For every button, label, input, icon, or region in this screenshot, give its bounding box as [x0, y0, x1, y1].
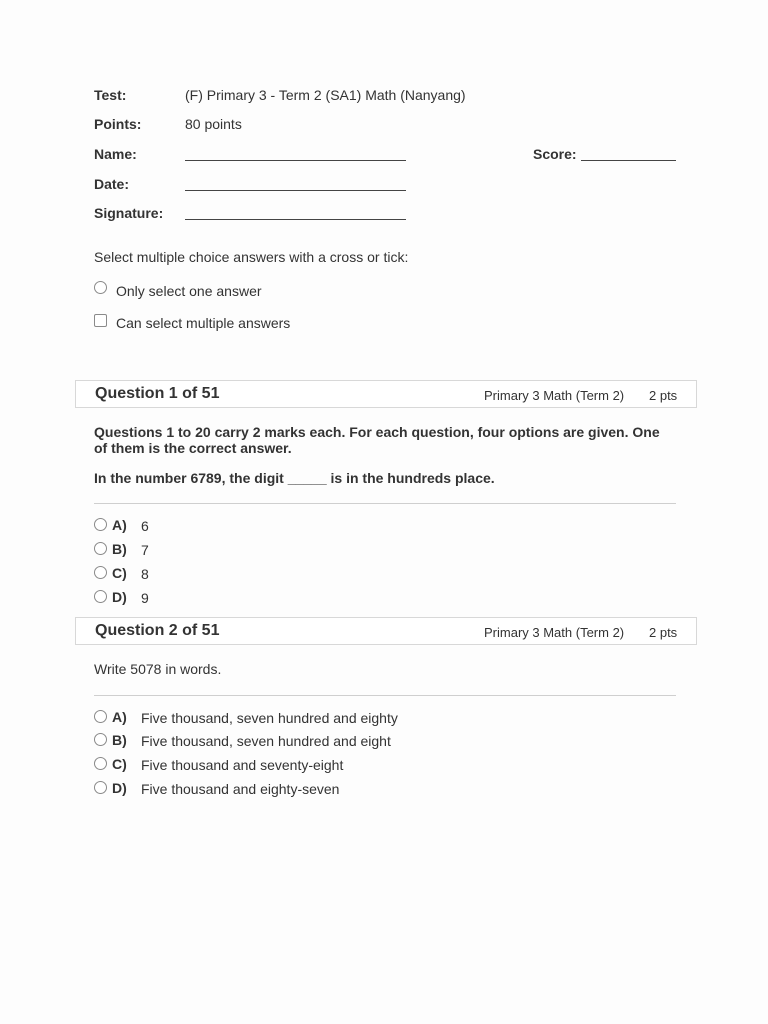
instructions-text: Select multiple choice answers with a cross or tick: — [94, 249, 409, 265]
q1-option-b-text: 7 — [141, 542, 149, 558]
q1-option-d-radio[interactable] — [94, 590, 107, 603]
question-1-prompt: In the number 6789, the digit _____ is in the hundreds place. — [94, 470, 495, 486]
signature-label: Signature: — [94, 205, 164, 221]
q2-option-a-letter: A) — [112, 709, 127, 725]
question-1-header — [75, 380, 697, 408]
q1-option-c-radio[interactable] — [94, 566, 107, 579]
question-1-title: Question 1 of 51 — [95, 385, 220, 402]
q2-option-c-letter: C) — [112, 756, 127, 772]
single-choice-radio-icon — [94, 281, 107, 294]
question-2-prompt: Write 5078 in words. — [94, 661, 222, 677]
score-blank[interactable] — [581, 160, 676, 161]
score-label: Score: — [533, 146, 577, 162]
single-choice-legend: Only select one answer — [116, 283, 262, 299]
q2-option-b-letter: B) — [112, 732, 127, 748]
q2-option-c-text: Five thousand and seventy-eight — [141, 757, 344, 773]
points-value: 80 points — [185, 116, 242, 132]
q2-option-b-text: Five thousand, seven hundred and eight — [141, 733, 391, 749]
q1-option-b-letter: B) — [112, 541, 127, 557]
q1-option-a-radio[interactable] — [94, 518, 107, 531]
q1-option-b-radio[interactable] — [94, 542, 107, 555]
points-label: Points: — [94, 116, 142, 132]
question-1-divider — [94, 503, 676, 504]
q1-option-c-letter: C) — [112, 565, 127, 581]
question-2-subject: Primary 3 Math (Term 2) — [484, 625, 625, 640]
signature-blank[interactable] — [185, 219, 406, 220]
question-2-points: 2 pts — [649, 625, 678, 640]
q2-option-a-text: Five thousand, seven hundred and eighty — [141, 710, 398, 726]
question-2-header — [75, 617, 697, 645]
test-label: Test: — [94, 87, 127, 103]
name-label: Name: — [94, 146, 137, 162]
q2-option-b-radio[interactable] — [94, 733, 107, 746]
q2-option-d-text: Five thousand and eighty-seven — [141, 781, 340, 797]
q2-option-d-letter: D) — [112, 780, 127, 796]
q2-option-d-radio[interactable] — [94, 781, 107, 794]
multiple-choice-legend: Can select multiple answers — [116, 315, 291, 331]
question-2-divider — [94, 695, 676, 696]
q1-option-a-letter: A) — [112, 517, 127, 533]
q1-option-d-text: 9 — [141, 590, 149, 606]
q1-option-a-text: 6 — [141, 518, 149, 534]
q2-option-a-radio[interactable] — [94, 710, 107, 723]
q2-option-c-radio[interactable] — [94, 757, 107, 770]
question-1-intro: Questions 1 to 20 carry 2 marks each. For each question, four options are given. One of them is the correct answer. — [94, 424, 660, 456]
q1-option-d-letter: D) — [112, 589, 127, 605]
question-1-subject: Primary 3 Math (Term 2) — [484, 388, 625, 403]
question-2-title: Question 2 of 51 — [95, 622, 220, 639]
question-1-points: 2 pts — [649, 388, 678, 403]
date-blank[interactable] — [185, 190, 406, 191]
q1-option-c-text: 8 — [141, 566, 149, 582]
multiple-choice-checkbox-icon — [94, 314, 107, 327]
name-blank[interactable] — [185, 160, 406, 161]
test-value: (F) Primary 3 - Term 2 (SA1) Math (Nanyang) — [185, 87, 466, 103]
date-label: Date: — [94, 176, 130, 192]
